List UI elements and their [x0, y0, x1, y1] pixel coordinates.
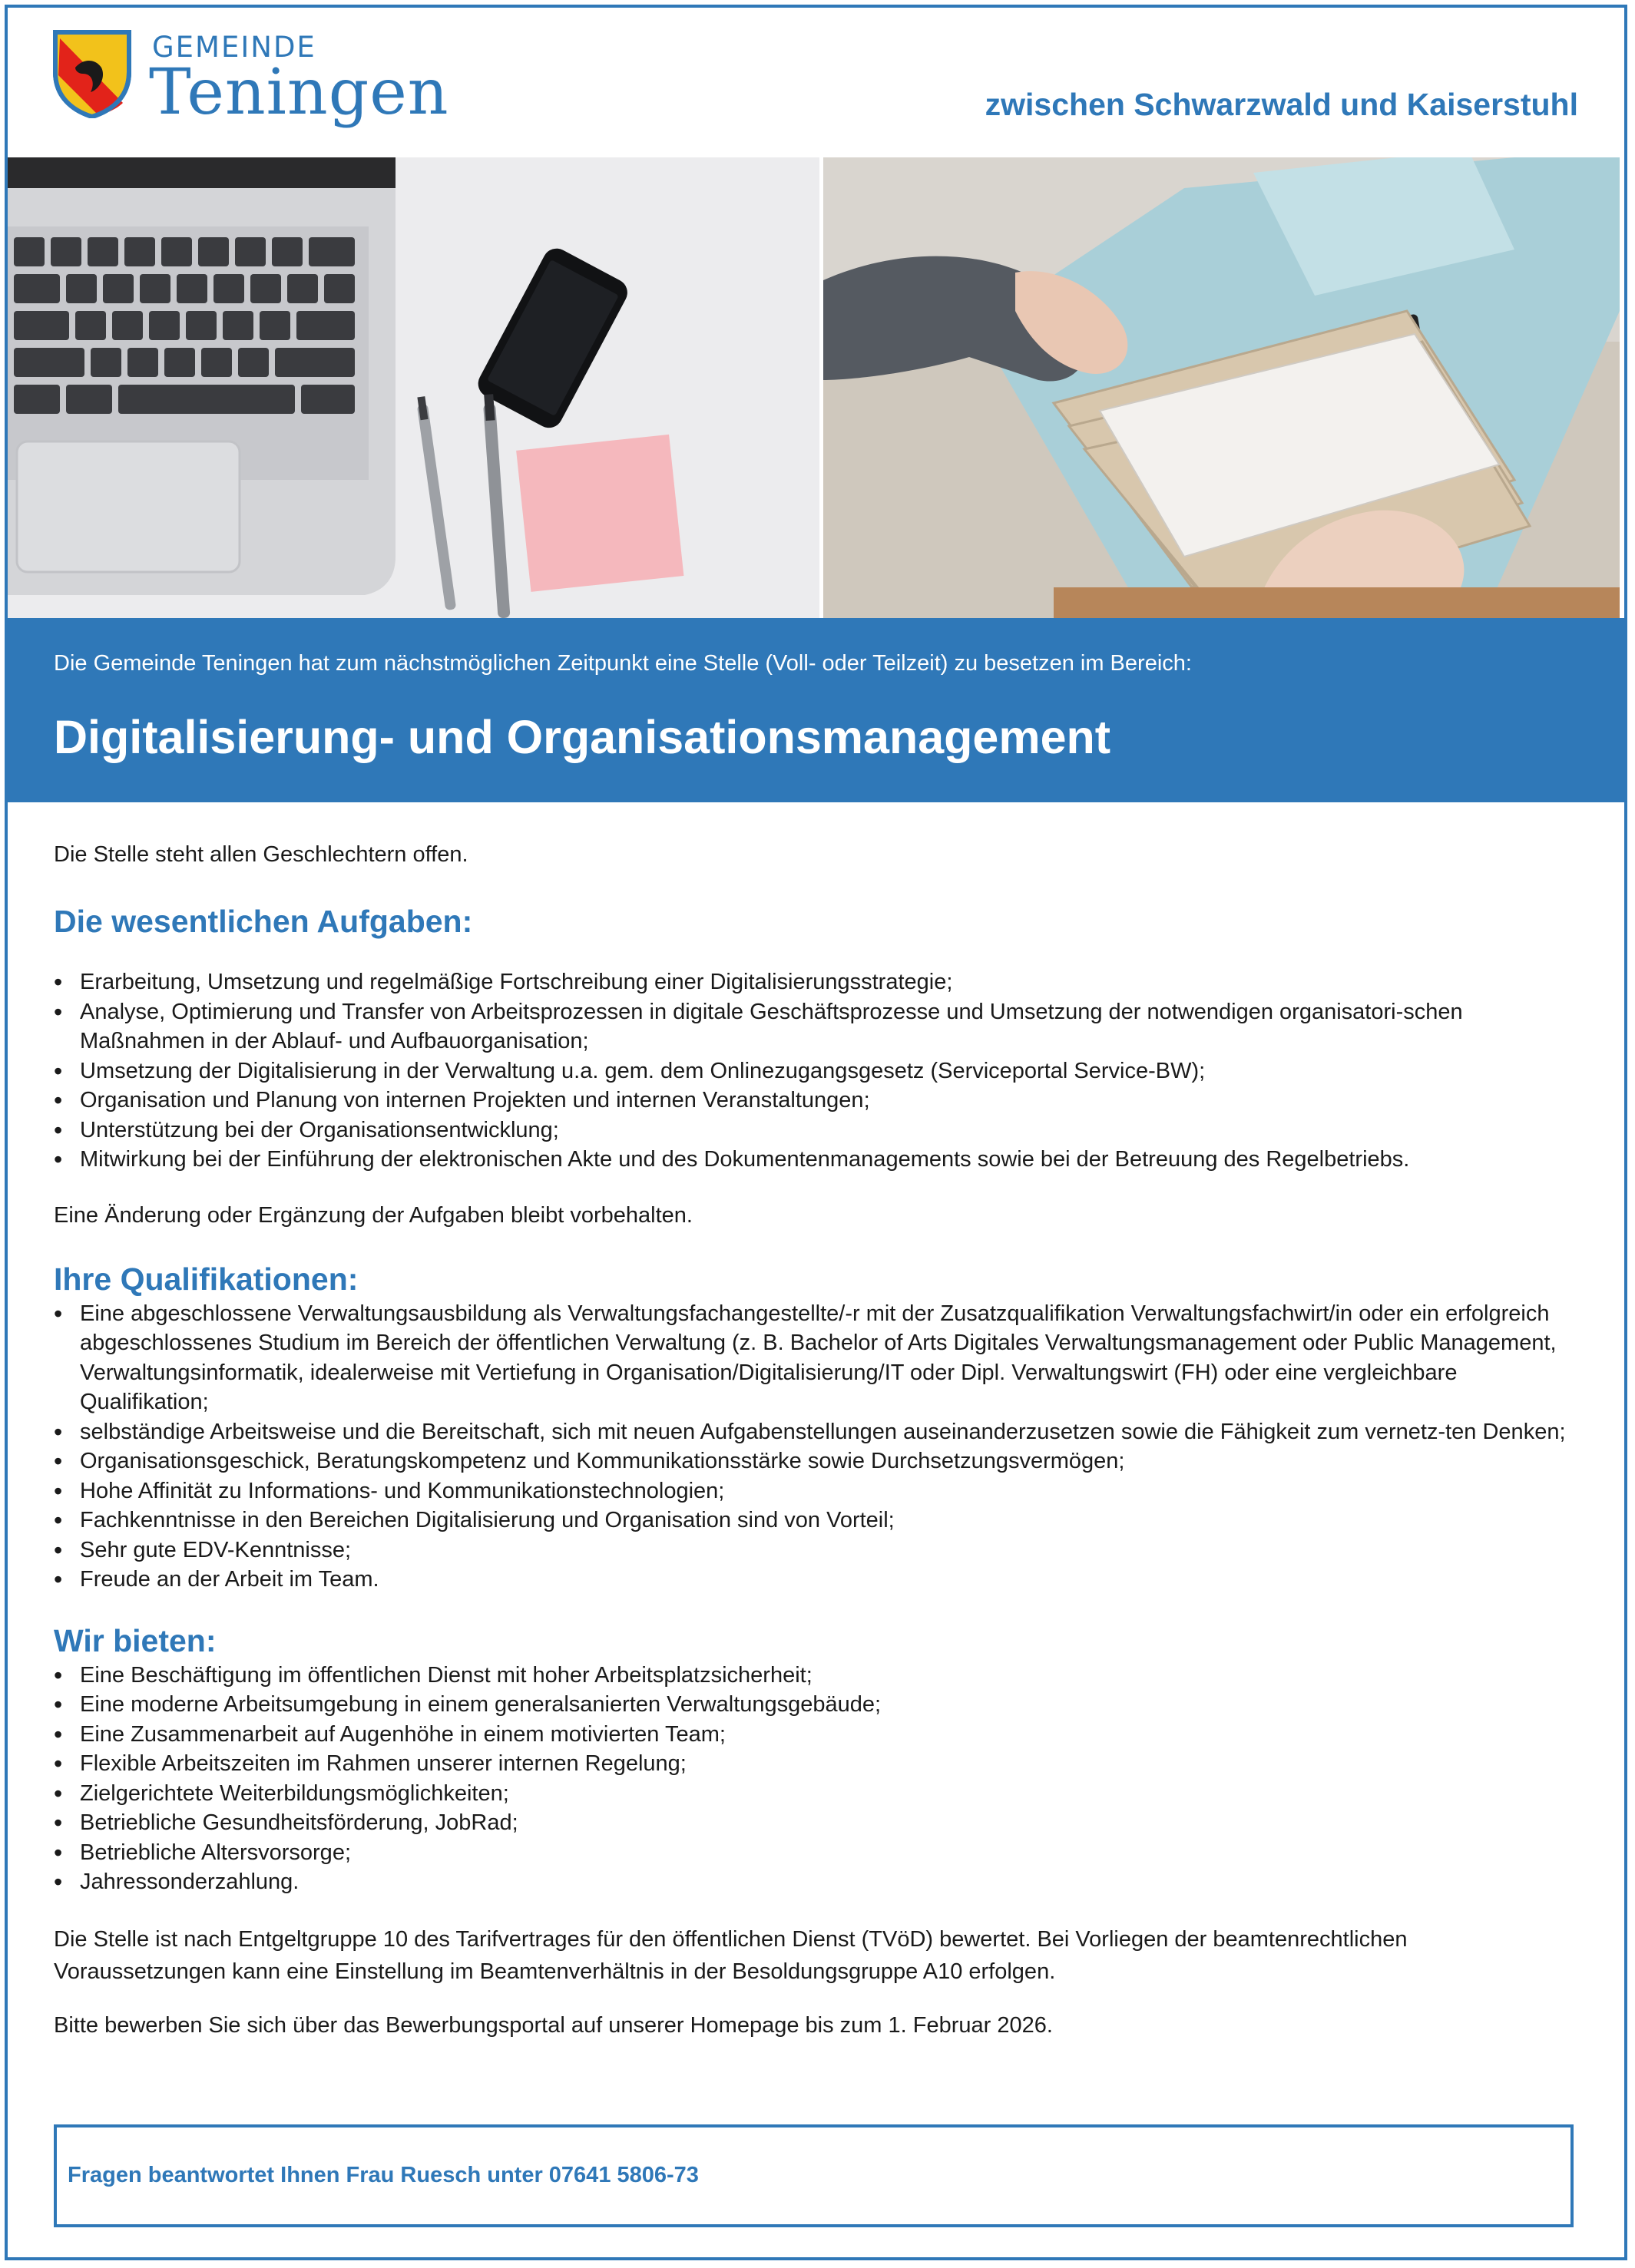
list-item: • Umsetzung der Digitalisierung in der Verwaltung u.a. gem. dem Onlinezugangsgesetz (Serviceportal Service-BW); [54, 1056, 1582, 1086]
list-item: • selbständige Arbeitsweise und die Bereitschaft, sich mit neuen Aufgabenstellungen auseinanderzusetzen sowie die Fähigkeit zum vernetz-ten Denken; [54, 1417, 1582, 1447]
coat-of-arms-icon [52, 28, 132, 118]
list-item: • Eine Beschäftigung im öffentlichen Dienst mit hoher Arbeitsplatzsicherheit; [54, 1661, 1582, 1691]
photo-file-folder [823, 157, 1620, 618]
pay-text: Die Stelle ist nach Entgeltgruppe 10 des Tarifvertrages für den öffentlichen Dienst (TVöD) bewertet. Bei Vorliegen der beamtenrechtlichen Voraussetzungen kann eine Einstellung im Beamtenverhältnis in der Besoldungsgruppe A10 erfolgen. [54, 1926, 1408, 1984]
list-item: • Erarbeitung, Umsetzung und regelmäßige Fortschreibung einer Digitalisierungsstrategie; [54, 967, 1582, 997]
list-item: • Organisationsgeschick, Beratungskompetenz und Kommunikationsstärke sowie Durchsetzungsvermögen; [54, 1446, 1582, 1476]
list-item: • Jahressonderzahlung. [54, 1867, 1582, 1897]
list-item: • Mitwirkung bei der Einführung der elektronischen Akte und des Dokumentenmanagements sowie bei der Betreuung des Regelbetriebs. [54, 1145, 1582, 1175]
qualifications-heading: Ihre Qualifikationen: [54, 1261, 359, 1297]
logo-small-text: GEMEINDE [152, 31, 316, 64]
logo-big-text: Teningen [149, 56, 449, 129]
apply-text: Bitte bewerben Sie sich über das Bewerbungsportal auf unserer Homepage bis zum 1. Februar 2026. [54, 2012, 1053, 2038]
list-item: • Betriebliche Gesundheitsförderung, JobRad; [54, 1808, 1582, 1838]
offers-heading: Wir bieten: [54, 1622, 217, 1658]
municipality-logo [52, 28, 449, 129]
list-item: • Fachkenntnisse in den Bereichen Digitalisierung und Organisation sind von Vorteil; [54, 1506, 1582, 1536]
list-item: • Eine abgeschlossene Verwaltungsausbildung als Verwaltungsfachangestellte/-r mit der Zusatzqualifikation Verwaltungsfachwirt/in oder ein erfolgreich abgeschlossenes Studium im Bereich der öffentlichen Verwaltung (z. B. Bachelor of Arts Digitales Verwaltungsmanagement oder Public Management, Verwaltungsinformatik, idealerweise mit Vertiefung in Organisation/Digitalisierung/IT oder Dipl. Verwaltungswirt (FH) oder eine vergleichbare Qualifikation; [54, 1299, 1582, 1417]
list-item: • Zielgerichtete Weiterbildungsmöglichkeiten; [54, 1779, 1582, 1809]
tagline: zwischen Schwarzwald und Kaiserstuhl [985, 87, 1578, 122]
contact-box [54, 2124, 1574, 2227]
list-item: • Analyse, Optimierung und Transfer von Arbeitsprozessen in digitale Geschäftsprozesse und Umsetzung der notwendigen organisatori-schen Maßnahmen in der Ablauf- und Aufbauorganisation; [54, 997, 1582, 1056]
offers-list [54, 1661, 1582, 1897]
list-item: • Eine moderne Arbeitsumgebung in einem generalsanierten Verwaltungsgebäude; [54, 1690, 1582, 1720]
list-item: • Sehr gute EDV-Kenntnisse; [54, 1536, 1582, 1565]
qualifications-list [54, 1299, 1582, 1595]
list-item: • Organisation und Planung von internen Projekten und internen Veranstaltungen; [54, 1086, 1582, 1116]
list-item: • Flexible Arbeitszeiten im Rahmen unserer internen Regelung; [54, 1749, 1582, 1779]
tasks-note: Eine Änderung oder Ergänzung der Aufgaben bleibt vorbehalten. [54, 1202, 693, 1228]
list-item: • Freude an der Arbeit im Team. [54, 1565, 1582, 1595]
tasks-heading: Die wesentlichen Aufgaben: [54, 904, 473, 939]
intro-text: Die Gemeinde Teningen hat zum nächstmöglichen Zeitpunkt eine Stelle (Voll- oder Teilzeit) zu besetzen im Bereich: [54, 651, 1192, 676]
title-band [8, 618, 1627, 802]
contact-text: Fragen beantwortet Ihnen Frau Ruesch unter 07641 5806-73 [68, 2163, 699, 2187]
job-title: Digitalisierung- und Organisationsmanagement [54, 711, 1111, 763]
list-item: • Unterstützung bei der Organisationsentwicklung; [54, 1116, 1582, 1146]
list-item: • Hohe Affinität zu Informations- und Kommunikationstechnologien; [54, 1476, 1582, 1506]
photo-laptop-desk [8, 157, 819, 618]
job-description [54, 837, 1582, 2040]
open-to-all-text: Die Stelle steht allen Geschlechtern offen. [54, 842, 468, 867]
list-item: • Eine Zusammenarbeit auf Augenhöhe in einem motivierten Team; [54, 1720, 1582, 1750]
tasks-list [54, 967, 1582, 1175]
list-item: • Betriebliche Altersvorsorge; [54, 1838, 1582, 1868]
